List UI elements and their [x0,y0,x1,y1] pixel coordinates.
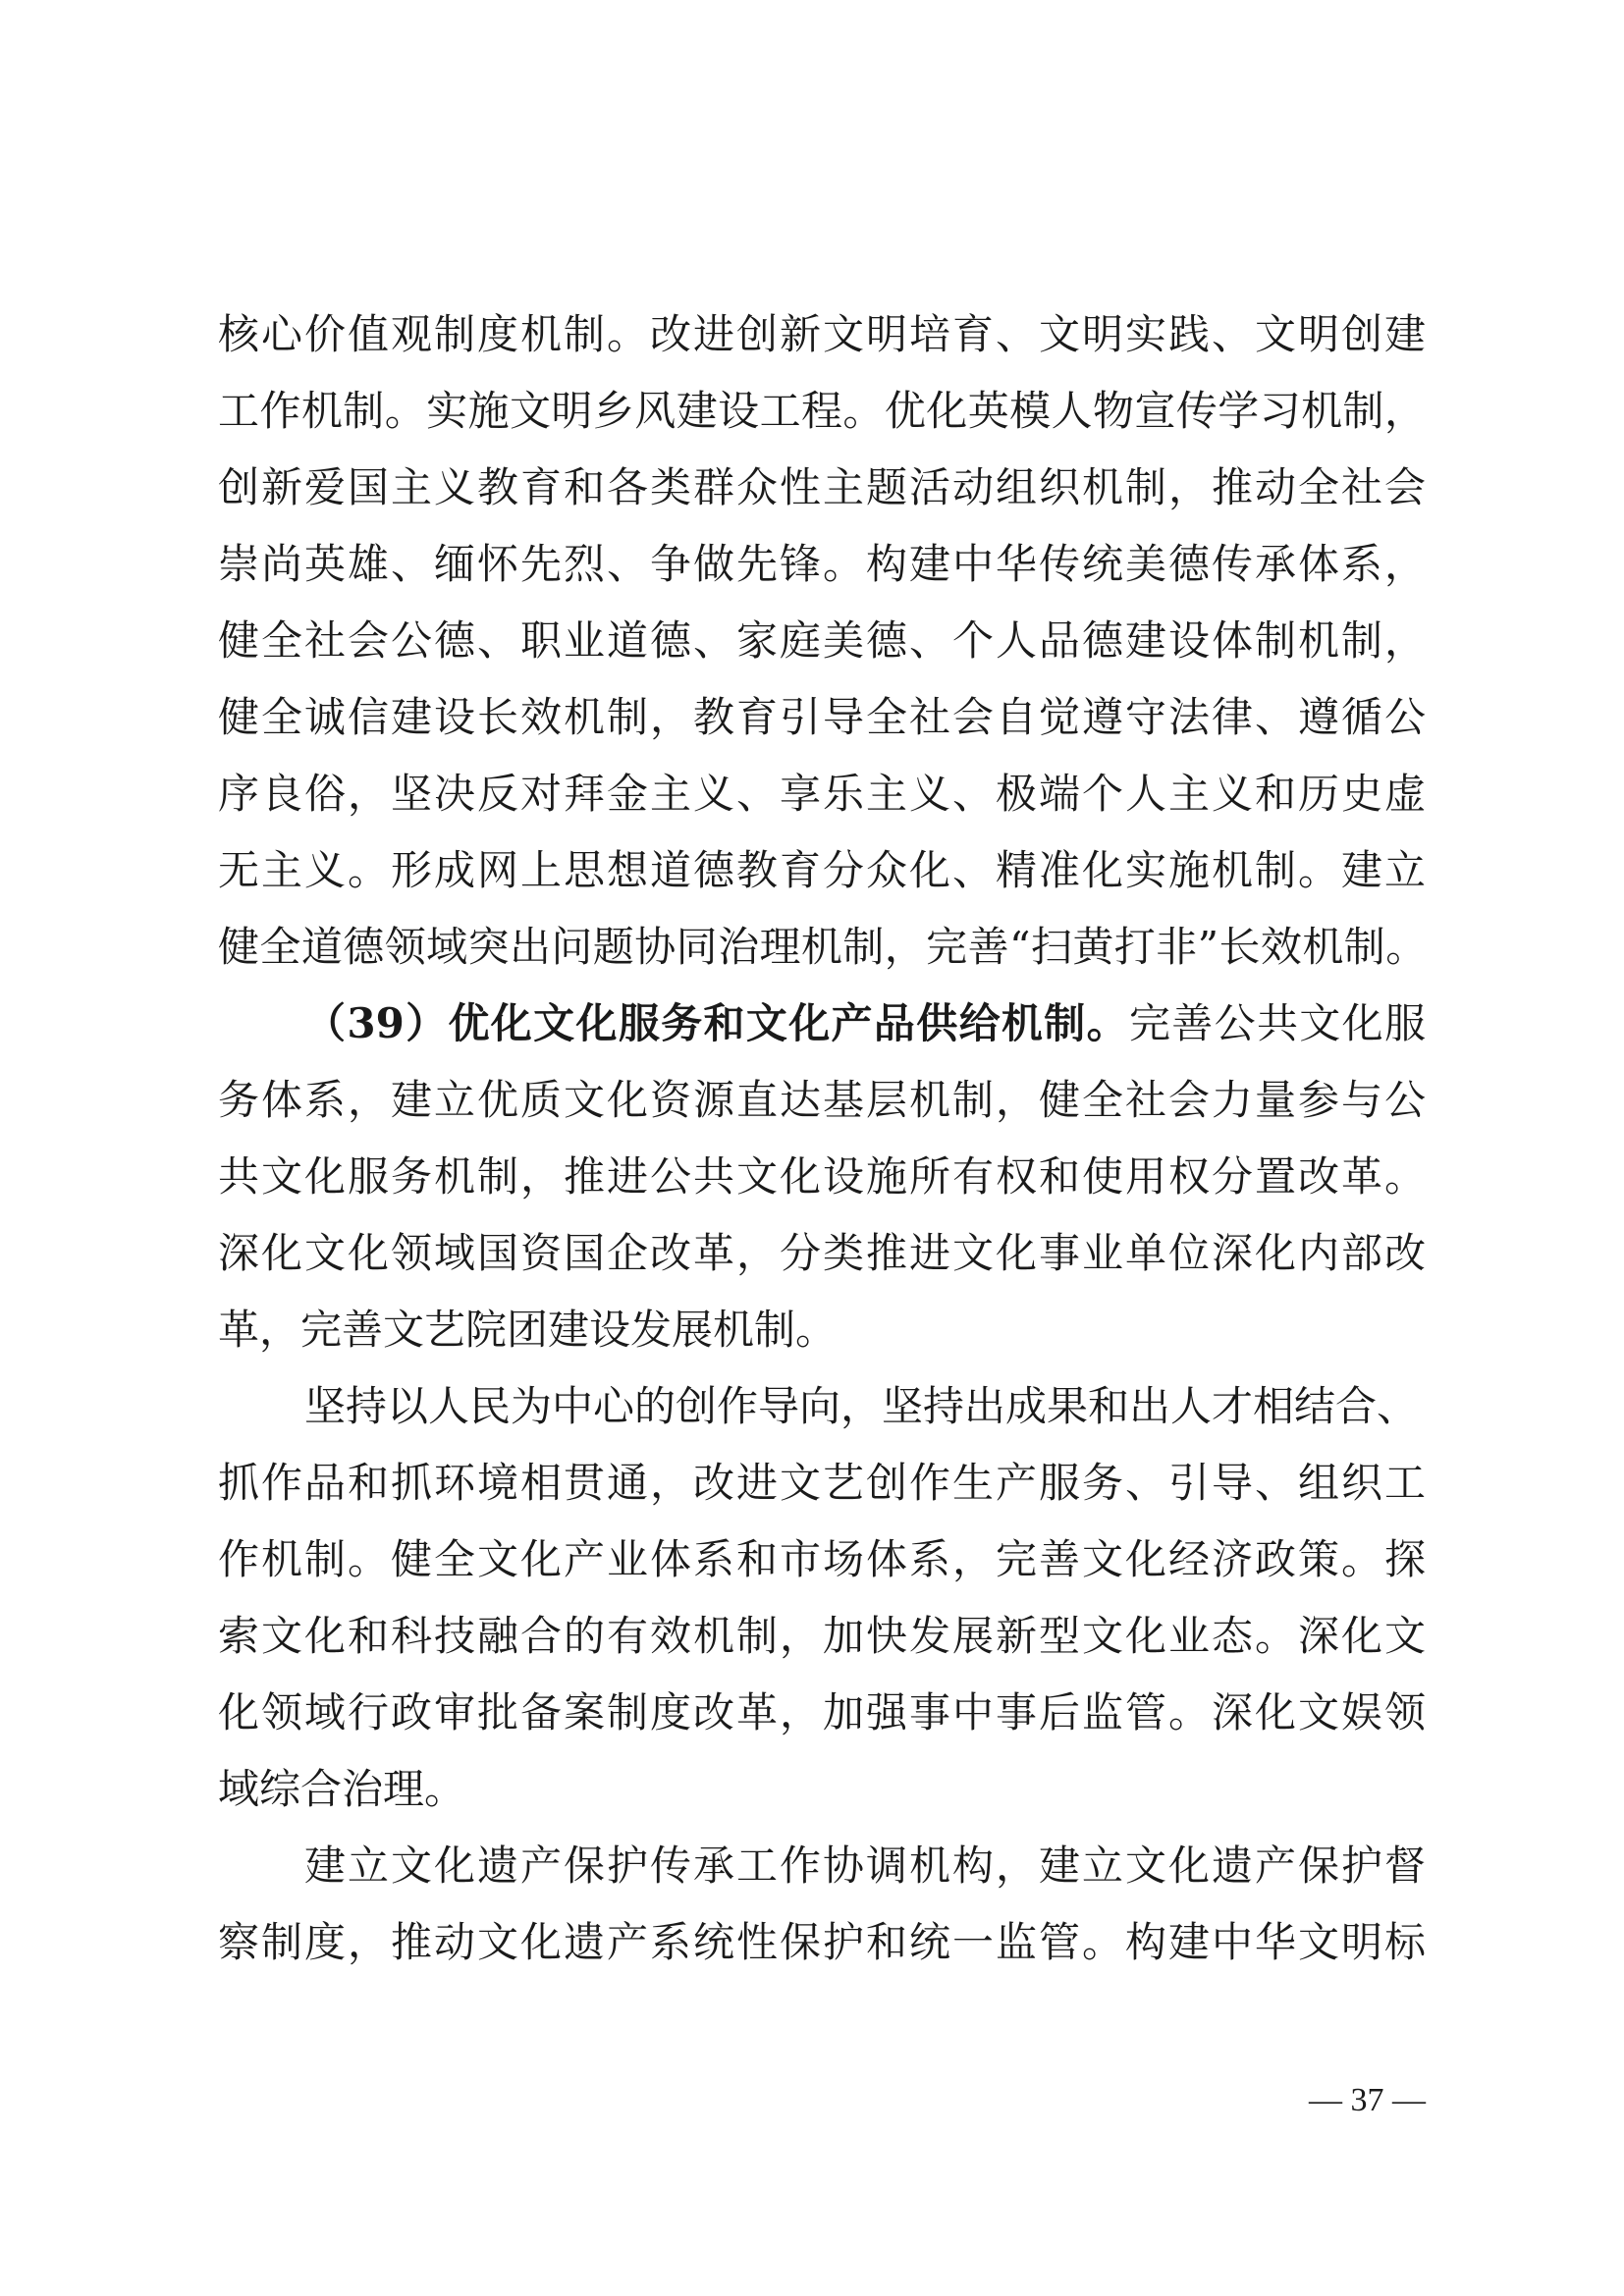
text-line: 建立文化遗产保护传承工作协调机构，建立文化遗产保护督 [304,1842,1426,1890]
paragraph [218,1828,1426,1981]
text-line: 健全道德领域突出问题协同治理机制，完善“扫黄打非”长效机制。 [218,923,1426,971]
text-line: 创新爱国主义教育和各类群众性主题活动组织机制，推动全社会 [218,463,1426,511]
text-line: 察制度，推动文化遗产系统性保护和统一监管。构建中华文明标 [218,1918,1426,1966]
text-line: 无主义。形成网上思想道德教育分众化、精准化实施机制。建立 [218,846,1426,894]
text-line: 崇尚英雄、缅怀先烈、争做先锋。构建中华传统美德传承体系， [218,540,1426,588]
paragraph [218,1368,1426,1828]
page-number: — 37 — [1309,2082,1426,2118]
text-line: 务体系，建立优质文化资源直达基层机制，健全社会力量参与公 [218,1076,1426,1124]
text-line: 序良俗，坚决反对拜金主义、享乐主义、极端个人主义和历史虚 [218,770,1426,818]
text-line: 健全诚信建设长效机制，教育引导全社会自觉遵守法律、遵循公 [218,693,1426,741]
text-line: 核心价值观制度机制。改进创新文明培育、文明实践、文明创建 [218,310,1426,358]
text-line: 化领域行政审批备案制度改革，加强事中事后监管。深化文娱领 [218,1688,1426,1736]
paragraph [218,986,1426,1368]
text-line: 作机制。健全文化产业体系和市场体系，完善文化经济政策。探 [218,1535,1426,1583]
text-line: 域综合治理。 [218,1765,466,1813]
text-line: 抓作品和抓环境相贯通，改进文艺创作生产服务、引导、组织工 [218,1459,1426,1507]
text-line: 共文化服务机制，推进公共文化设施所有权和使用权分置改革。 [218,1152,1426,1201]
text-line: 深化文化领域国资国企改革，分类推进文化事业单位深化内部改 [218,1229,1426,1277]
section-heading: （39）优化文化服务和文化产品供给机制。 [304,999,1129,1047]
paragraph [218,296,1426,986]
body-text [218,296,1426,1981]
text-line: 坚持以人民为中心的创作导向，坚持出成果和出人才相结合、 [304,1382,1419,1430]
text-span: 完善公共文化服 [1128,999,1426,1047]
text-line: 健全社会公德、职业道德、家庭美德、个人品德建设体制机制， [218,616,1426,665]
text-line [218,986,1426,1062]
text-line: 工作机制。实施文明乡风建设工程。优化英模人物宣传学习机制， [218,387,1426,435]
text-line: 革，完善文艺院团建设发展机制。 [218,1306,838,1354]
text-line: 索文化和科技融合的有效机制，加快发展新型文化业态。深化文 [218,1612,1426,1660]
